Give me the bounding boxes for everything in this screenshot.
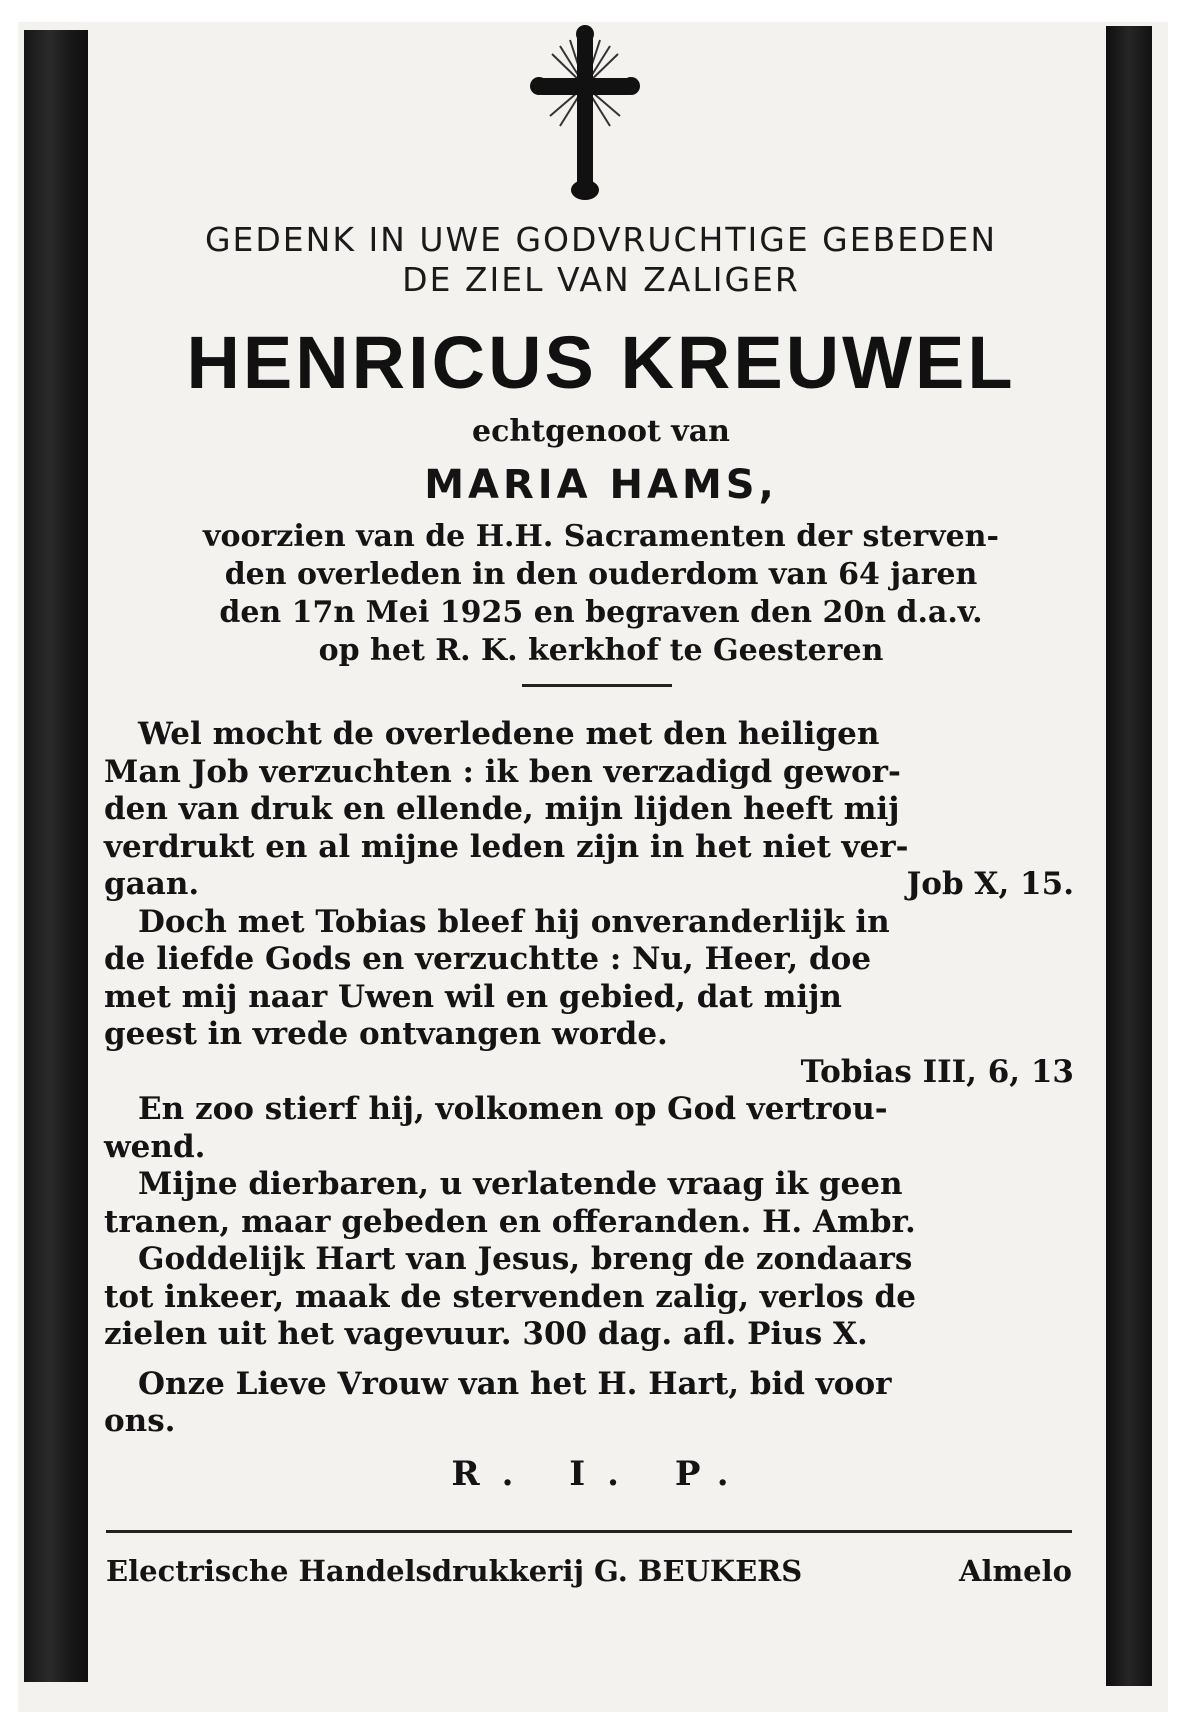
printer-name: Electrische Handelsdrukkerij G. BEUKERS — [106, 1554, 803, 1588]
text-line — [104, 866, 1074, 904]
spouse-name: MARIA HAMS, — [424, 462, 778, 508]
heading-line-1: GEDENK IN UWE GODVRUCHTIGE GEBEDEN — [204, 220, 998, 259]
text-line: tranen, maar gebeden en offeranden. H. Ambr. — [104, 1203, 916, 1240]
card-content — [96, 22, 1106, 1712]
text-fragment: gaan. — [104, 866, 200, 902]
text-line: Onze Lieve Vrouw van het H. Hart, bid voor — [138, 1365, 892, 1402]
mourning-border-left — [24, 30, 88, 1682]
text-line: tot inkeer, maak de stervenden zalig, verlos de — [104, 1278, 916, 1315]
deceased-name: HENRICUS KREUWEL — [186, 321, 1016, 404]
memorial-card — [18, 22, 1168, 1712]
biographical-details — [96, 518, 1106, 670]
text-line: Goddelijk Hart van Jesus, breng de zondaars — [138, 1241, 913, 1277]
text-line: geest in vrede ontvangen worde. — [104, 1016, 668, 1052]
text-line: ons. — [104, 1403, 176, 1439]
divider-long — [106, 1530, 1072, 1533]
text-line: de liefde Gods en verzuchtte : Nu, Heer, doe — [104, 941, 872, 977]
rip-text: R. I. P. — [451, 1454, 751, 1494]
text-line: verdrukt en al mijne leden zijn in het niet ver- — [104, 828, 909, 865]
text-line: met mij naar Uwen wil en gebied, dat mijn — [104, 978, 842, 1015]
bio-line: voorzien van de H.H. Sacramenten der sterven- — [203, 519, 999, 554]
bio-line: den 17n Mei 1925 en begraven den 20n d.a.v. — [219, 595, 983, 630]
text-line: den van druk en ellende, mijn lijden heeft mij — [104, 791, 900, 827]
text-line: Mijne dierbaren, u verlatende vraag ik geen — [138, 1166, 903, 1202]
heading-line-2: DE ZIEL VAN ZALIGER — [402, 260, 800, 299]
verse-text — [104, 716, 1074, 1441]
cross-icon — [530, 24, 640, 204]
text-line: Man Job verzuchten : ik ben verzadigd gewor- — [104, 753, 901, 790]
divider-short — [522, 684, 672, 687]
text-line: En zoo stierf hij, volkomen op God vertrou- — [138, 1091, 888, 1127]
spouse-label: echtgenoot van — [472, 414, 730, 449]
text-line: zielen uit het vagevuur. 300 dag. afl. Pius X. — [104, 1316, 868, 1352]
text-line: Doch met Tobias bleef hij onveranderlijk in — [138, 903, 890, 940]
bio-line: den overleden in den ouderdom van 64 jaren — [224, 557, 978, 592]
text-line: wend. — [104, 1128, 206, 1165]
mourning-border-right — [1106, 26, 1152, 1686]
bio-line: op het R. K. kerkhof te Geesteren — [318, 633, 884, 668]
printer-city: Almelo — [958, 1554, 1072, 1588]
scripture-reference: Job X, 15. — [906, 866, 1074, 902]
scripture-reference: Tobias III, 6, 13 — [800, 1053, 1074, 1090]
text-line: Wel mocht de overledene met den heiligen — [138, 716, 880, 752]
printer-imprint — [106, 1554, 1072, 1588]
